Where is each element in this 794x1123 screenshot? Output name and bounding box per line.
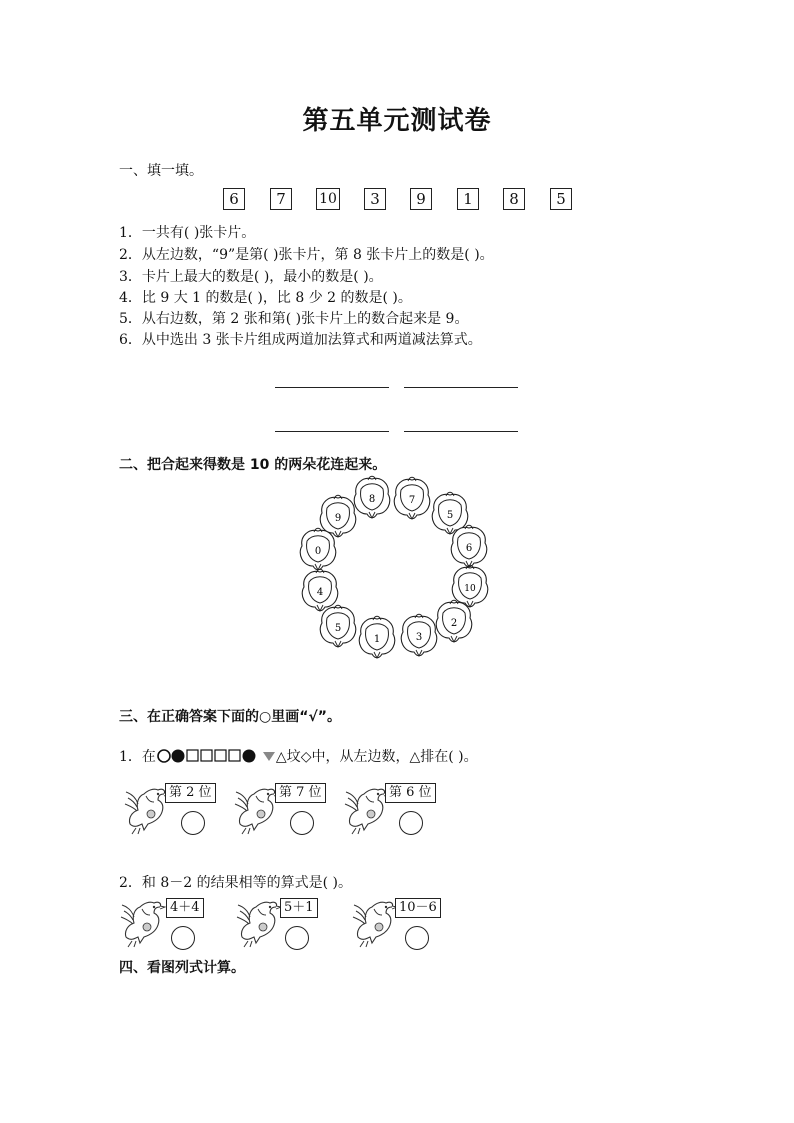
option-label: 5＋1 [280, 898, 318, 918]
flower[interactable] [354, 476, 390, 518]
flower[interactable] [320, 495, 356, 537]
question-1-1: 1．一共有( )张卡片。 [119, 225, 256, 241]
answer-circle[interactable] [181, 811, 205, 835]
section-2-heading: 二、把合起来得数是 10 的两朵花连起来。 [119, 457, 387, 473]
question-1-6: 6．从中选出 3 张卡片组成两道加法算式和两道减法算式。 [119, 332, 482, 348]
flower-number: 9 [334, 513, 342, 524]
flower[interactable] [320, 605, 356, 647]
answer-circle[interactable] [405, 926, 429, 950]
square-icon [215, 750, 226, 761]
shape-sequence [157, 748, 261, 764]
number-card: 9 [410, 188, 432, 210]
flower-ring [292, 472, 476, 662]
option-label: 第 7 位 [275, 783, 326, 803]
flower-number: 0 [314, 546, 322, 557]
flower[interactable] [394, 477, 430, 519]
down-triangle-icon [262, 750, 276, 762]
answer-circle[interactable] [285, 926, 309, 950]
section-4-heading: 四、看图列式计算。 [119, 960, 245, 976]
number-card: 5 [550, 188, 572, 210]
section-3-heading: 三、在正确答案下面的○里画“√”。 [119, 709, 341, 725]
flower[interactable] [359, 616, 395, 658]
question-1-5: 5．从右边数，第 2 张和第( )张卡片上的数合起来是 9。 [119, 311, 469, 327]
flower[interactable] [300, 528, 336, 570]
flower[interactable] [451, 525, 487, 567]
question-3-1 [119, 746, 478, 766]
answer-blank[interactable] [275, 430, 389, 432]
answer-blank[interactable] [404, 386, 518, 388]
option-label: 第 2 位 [165, 783, 216, 803]
question-3-1-prefix: 1．在 [119, 749, 156, 765]
flower[interactable] [436, 600, 472, 642]
answer-circle[interactable] [399, 811, 423, 835]
option-label: 10－6 [395, 898, 441, 918]
section-1-heading: 一、填一填。 [119, 163, 203, 179]
answer-blank[interactable] [275, 386, 389, 388]
filled-circle-icon [242, 750, 255, 763]
question-3-1-suffix: △坟◇中，从左边数，△排在( )。 [275, 749, 478, 765]
number-card: 1 [457, 188, 479, 210]
flower-number: 5 [446, 510, 454, 521]
page-title: 第五单元测试卷 [302, 106, 492, 136]
hollow-circle-icon [158, 750, 170, 762]
bird-icon [352, 897, 400, 949]
question-1-2: 2．从左边数，“9”是第( )张卡片，第 8 张卡片上的数是( )。 [119, 247, 494, 263]
square-icon [187, 750, 198, 761]
flower[interactable] [452, 565, 488, 607]
flower[interactable] [302, 569, 338, 611]
question-1-3: 3．卡片上最大的数是( )，最小的数是( )。 [119, 269, 383, 285]
option-label: 第 6 位 [385, 783, 436, 803]
question-1-4: 4．比 9 大 1 的数是( )，比 8 少 2 的数是( )。 [119, 290, 412, 306]
square-icon [201, 750, 212, 761]
flower-number: 5 [334, 623, 342, 634]
flower-number: 7 [408, 495, 416, 506]
flower-number: 4 [316, 587, 324, 598]
flower-number: 6 [465, 543, 473, 554]
bird-icon [120, 897, 168, 949]
flower-number: 2 [450, 618, 458, 629]
number-card: 6 [223, 188, 245, 210]
number-card: 10 [316, 188, 340, 210]
answer-circle[interactable] [290, 811, 314, 835]
bird-icon [236, 897, 284, 949]
filled-circle-icon [171, 750, 184, 763]
question-3-2: 2．和 8－2 的结果相等的算式是( )。 [119, 875, 352, 891]
number-card: 3 [364, 188, 386, 210]
square-icon [229, 750, 240, 761]
answer-blank[interactable] [404, 430, 518, 432]
flower[interactable] [401, 614, 437, 656]
flower-number: 8 [368, 494, 376, 505]
answer-circle[interactable] [171, 926, 195, 950]
number-card: 7 [270, 188, 292, 210]
flower-number: 10 [464, 584, 476, 594]
option-label: 4＋4 [166, 898, 204, 918]
flower-number: 1 [373, 634, 381, 645]
flower-number: 3 [415, 632, 423, 643]
number-card: 8 [503, 188, 525, 210]
